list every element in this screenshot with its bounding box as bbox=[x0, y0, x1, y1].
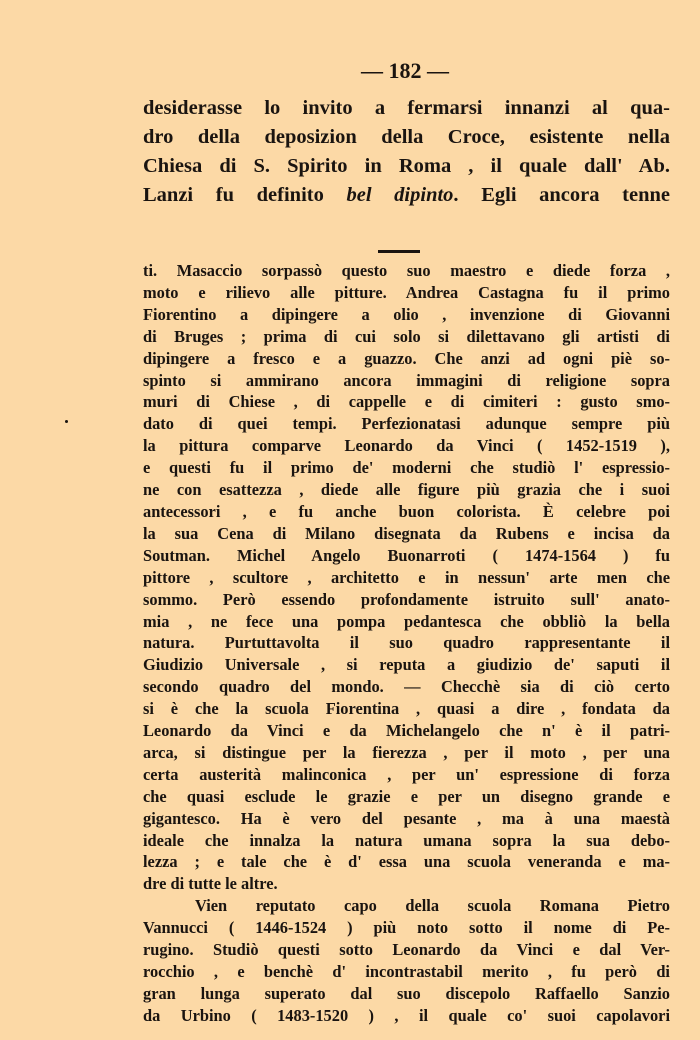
footnote-line: natura. Purtuttavolta il suo quadro rappresentante il bbox=[143, 633, 670, 653]
footnote-line: ti. Masaccio sorpassò questo suo maestro e diede forza , bbox=[143, 261, 670, 280]
footnote-line: certa austerità malinconica , per un' espressione di forza bbox=[143, 764, 670, 784]
footnote-line: dipingere a fresco e a guazzo. Che anzi ad ogni piè so- bbox=[143, 348, 670, 368]
footnote-line: muri di Chiese , di cappelle e di cimiteri : gusto smo- bbox=[143, 392, 670, 412]
footnote-line: Leonardo da Vinci e da Michelangelo che n' è il patri- bbox=[143, 721, 670, 741]
footnote-line: di Bruges ; prima di cui solo si dilettavano gli artisti di bbox=[143, 326, 670, 346]
footnote-line: pittore , scultore , architetto e in nessun' arte men che bbox=[143, 567, 670, 587]
footnote-line: Vien reputato capo della scuola Romana Pietro bbox=[195, 896, 670, 916]
footnote-line: la sua Cena di Milano disegnata da Rubens e incisa da bbox=[143, 523, 670, 543]
italic-phrase: bel dipinto bbox=[346, 184, 454, 206]
footnote-line: che quasi esclude le grazie e per un disegno grande e bbox=[143, 786, 670, 806]
footnote-line: Fiorentino a dipingere a olio , invenzione di Giovanni bbox=[143, 304, 670, 324]
main-text-line: desiderasse lo invito a fermarsi innanzi al qua- bbox=[143, 97, 670, 119]
footnote-line: ideale che innalza la natura umana sopra la sua debo- bbox=[143, 830, 670, 850]
footnote-line: gran lunga superato dal suo discepolo Raffaello Sanzio bbox=[143, 983, 670, 1003]
footnote-line: sommo. Però essendo profondamente istruito sull' anato- bbox=[143, 589, 670, 609]
footnote-separator-rule bbox=[378, 250, 420, 253]
main-text-line: Lanzi fu definito bel dipinto. Egli ancora tenne bbox=[143, 184, 670, 206]
footnote-line: secondo quadro del mondo. — Checchè sia di ciò certo bbox=[143, 677, 670, 697]
footnote-line: da Urbino ( 1483-1520 ) , il quale co' suoi capolavori bbox=[143, 1005, 670, 1025]
footnote-line: lezza ; e tale che è d' essa una scuola veneranda e ma- bbox=[143, 852, 670, 872]
footnote-line: Vannucci ( 1446-1524 ) più noto sotto il nome di Pe- bbox=[143, 918, 670, 938]
footnote-line: e questi fu il primo de' moderni che studiò l' espressio- bbox=[143, 458, 670, 478]
footnote-line: Soutman. Michel Angelo Buonarroti ( 1474-1564 ) fu bbox=[143, 545, 670, 565]
main-text-line: Chiesa di S. Spirito in Roma , il quale dall' Ab. bbox=[143, 155, 670, 177]
footnote-text-block bbox=[143, 260, 670, 1027]
footnote-line: gigantesco. Ha è vero del pesante , ma à una maestà bbox=[143, 808, 670, 828]
footnote-line: si è che la scuola Fiorentina , quasi a dire , fondata da bbox=[143, 699, 670, 719]
footnote-line: rugino. Studiò questi sotto Leonardo da Vinci e dal Ver- bbox=[143, 940, 670, 960]
footnote-line: rocchio , e benchè d' incontrastabil merito , fu però di bbox=[143, 962, 670, 981]
footnote-line: arca, si distingue per la fierezza , per il moto , per una bbox=[143, 742, 670, 762]
footnote-line: spinto si ammirano ancora immagini di religione sopra bbox=[143, 370, 670, 390]
margin-mark bbox=[65, 420, 68, 423]
footnote-line: Giudizio Universale , si reputa a giudizio de' saputi il bbox=[143, 655, 670, 675]
footnote-line: ne con esattezza , diede alle figure più grazia che i suoi bbox=[143, 480, 670, 500]
main-text-block bbox=[143, 94, 670, 210]
footnote-line: antecessori , e fu anche buon colorista. È celebre poi bbox=[143, 501, 670, 521]
footnote-line: mia , ne fece una pompa pedantesca che obbliò la bella bbox=[143, 611, 670, 631]
footnote-line: moto e rilievo alle pitture. Andrea Castagna fu il primo bbox=[143, 282, 670, 302]
footnote-line: dato di quei tempi. Perfezionatasi adunque sempre più bbox=[143, 414, 670, 434]
footnote-line: dre di tutte le altre. bbox=[143, 874, 278, 894]
page-number: — 182 — bbox=[361, 58, 449, 83]
footnote-line: la pittura comparve Leonardo da Vinci ( 1452-1519 ), bbox=[143, 436, 670, 456]
main-text-line: dro della deposizion della Croce, esistente nella bbox=[143, 126, 670, 148]
